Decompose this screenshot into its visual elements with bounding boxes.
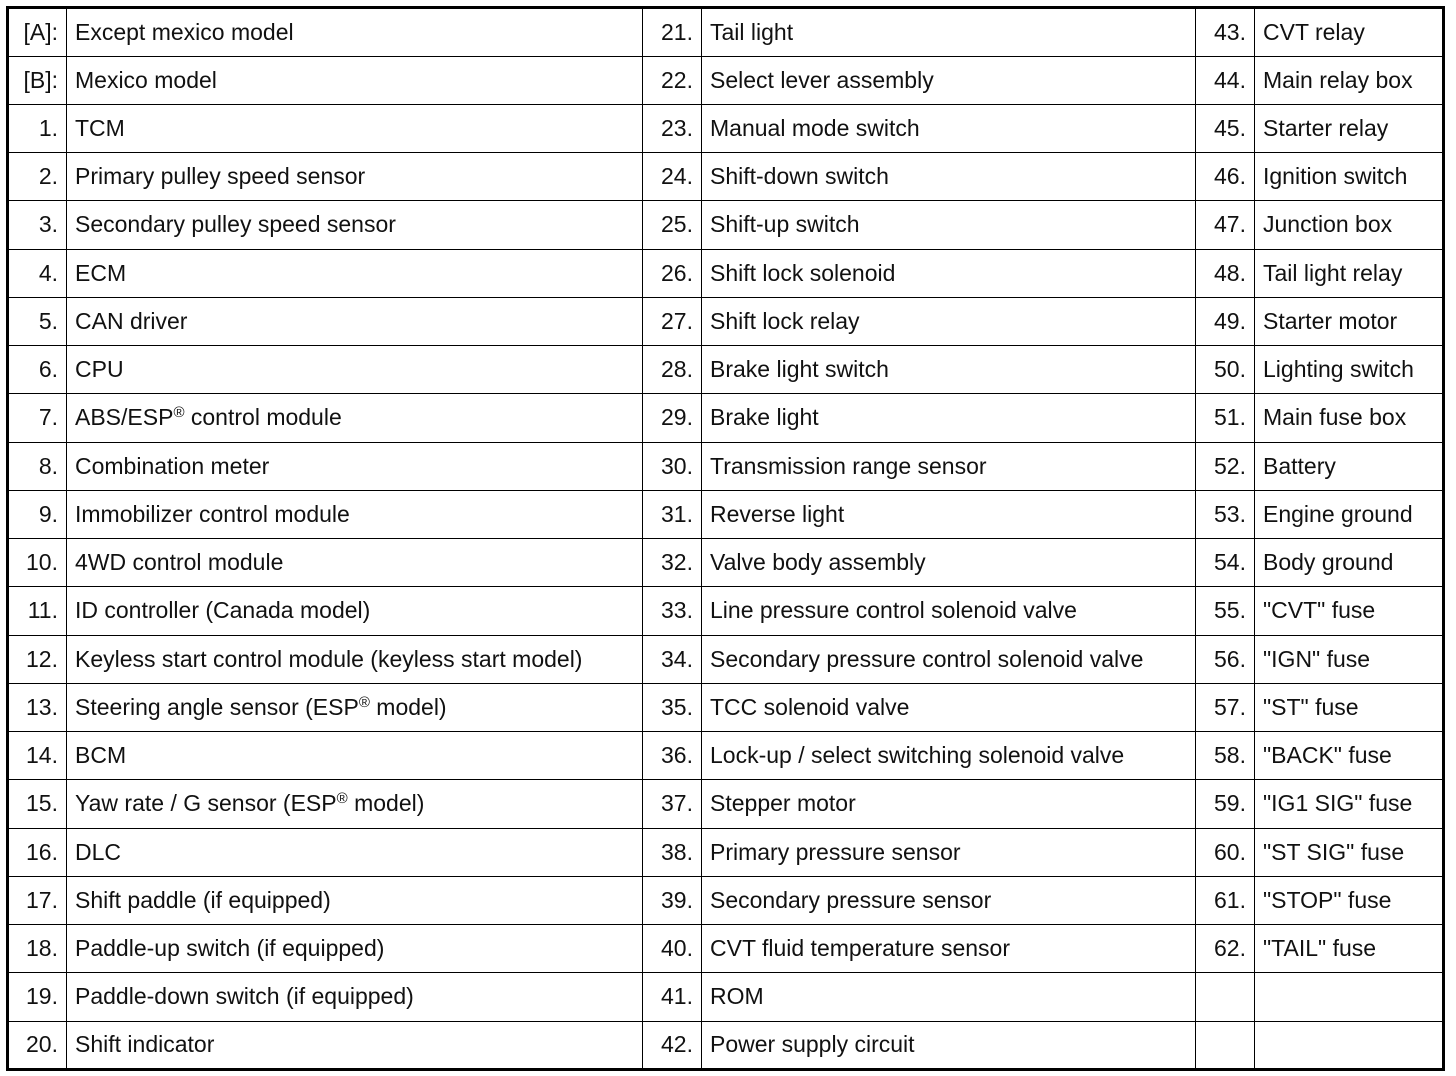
item-number: 6. <box>8 346 67 394</box>
item-description: Main fuse box <box>1255 394 1444 443</box>
item-number: 1. <box>8 104 67 153</box>
item-description: "TAIL" fuse <box>1255 925 1444 973</box>
item-number: 27. <box>643 297 702 346</box>
item-description: CVT relay <box>1255 8 1444 57</box>
item-description: Ignition switch <box>1255 153 1444 201</box>
item-number: 62. <box>1196 925 1255 973</box>
item-description: Junction box <box>1255 201 1444 250</box>
item-number: 46. <box>1196 153 1255 201</box>
item-number: 7. <box>8 394 67 443</box>
item-description: ID controller (Canada model) <box>67 587 643 636</box>
item-number: 19. <box>8 973 67 1022</box>
item-description: CPU <box>67 346 643 394</box>
item-description: Brake light <box>702 394 1196 443</box>
item-description: Tail light relay <box>1255 249 1444 297</box>
item-number <box>1196 1021 1255 1069</box>
table-row <box>8 490 1444 539</box>
item-description: Transmission range sensor <box>702 442 1196 490</box>
item-number: 44. <box>1196 56 1255 104</box>
item-description: "CVT" fuse <box>1255 587 1444 636</box>
item-number: 51. <box>1196 394 1255 443</box>
table-row <box>8 539 1444 587</box>
item-description: CVT fluid temperature sensor <box>702 925 1196 973</box>
table-row <box>8 249 1444 297</box>
item-number: 47. <box>1196 201 1255 250</box>
table-row <box>8 732 1444 780</box>
item-description: Keyless start control module (keyless start model) <box>67 635 643 683</box>
item-number: 60. <box>1196 828 1255 876</box>
item-number: 40. <box>643 925 702 973</box>
item-number: 17. <box>8 876 67 925</box>
item-description: Shift lock solenoid <box>702 249 1196 297</box>
item-number: 54. <box>1196 539 1255 587</box>
item-number: 61. <box>1196 876 1255 925</box>
item-number: 58. <box>1196 732 1255 780</box>
item-number: 34. <box>643 635 702 683</box>
table-row <box>8 394 1444 443</box>
item-number: 2. <box>8 153 67 201</box>
item-description: BCM <box>67 732 643 780</box>
item-number: 18. <box>8 925 67 973</box>
item-description: Immobilizer control module <box>67 490 643 539</box>
item-description: "IGN" fuse <box>1255 635 1444 683</box>
item-description-part: model) <box>369 693 447 720</box>
item-description: Shift indicator <box>67 1021 643 1069</box>
item-number: 49. <box>1196 297 1255 346</box>
item-description: Tail light <box>702 8 1196 57</box>
item-number: [B]: <box>8 56 67 104</box>
item-number: 42. <box>643 1021 702 1069</box>
item-number: 5. <box>8 297 67 346</box>
item-description: Stepper motor <box>702 780 1196 829</box>
item-number: 48. <box>1196 249 1255 297</box>
item-number: 14. <box>8 732 67 780</box>
item-number: 9. <box>8 490 67 539</box>
item-number: 35. <box>643 683 702 732</box>
item-number: 29. <box>643 394 702 443</box>
table-row <box>8 683 1444 732</box>
item-number: 43. <box>1196 8 1255 57</box>
item-number: 33. <box>643 587 702 636</box>
item-number: 55. <box>1196 587 1255 636</box>
item-description: Shift paddle (if equipped) <box>67 876 643 925</box>
item-description: Mexico model <box>67 56 643 104</box>
item-description: Starter motor <box>1255 297 1444 346</box>
table-row <box>8 8 1444 57</box>
table-row <box>8 973 1444 1022</box>
table-row <box>8 828 1444 876</box>
item-number: 21. <box>643 8 702 57</box>
item-description: Valve body assembly <box>702 539 1196 587</box>
table-row <box>8 56 1444 104</box>
item-number <box>1196 973 1255 1022</box>
item-number: 26. <box>643 249 702 297</box>
item-description: DLC <box>67 828 643 876</box>
item-description: "IG1 SIG" fuse <box>1255 780 1444 829</box>
table-row <box>8 297 1444 346</box>
item-description: "ST" fuse <box>1255 683 1444 732</box>
item-description: Secondary pulley speed sensor <box>67 201 643 250</box>
item-description: Secondary pressure sensor <box>702 876 1196 925</box>
item-number: 37. <box>643 780 702 829</box>
item-number: 13. <box>8 683 67 732</box>
item-number: 23. <box>643 104 702 153</box>
item-description: TCM <box>67 104 643 153</box>
item-number: [A]: <box>8 8 67 57</box>
table-row <box>8 635 1444 683</box>
item-description: Starter relay <box>1255 104 1444 153</box>
item-number: 41. <box>643 973 702 1022</box>
item-description: Secondary pressure control solenoid valve <box>702 635 1196 683</box>
item-description: Primary pressure sensor <box>702 828 1196 876</box>
item-number: 24. <box>643 153 702 201</box>
item-number: 36. <box>643 732 702 780</box>
item-description: CAN driver <box>67 297 643 346</box>
item-description: Brake light switch <box>702 346 1196 394</box>
item-description: Shift-up switch <box>702 201 1196 250</box>
table-row <box>8 201 1444 250</box>
item-description: Battery <box>1255 442 1444 490</box>
item-number: 38. <box>643 828 702 876</box>
item-number: 52. <box>1196 442 1255 490</box>
item-number: 56. <box>1196 635 1255 683</box>
item-description: Manual mode switch <box>702 104 1196 153</box>
item-description <box>67 780 643 829</box>
item-number: 28. <box>643 346 702 394</box>
registered-mark: ® <box>173 404 185 422</box>
item-description: Lighting switch <box>1255 346 1444 394</box>
item-number: 8. <box>8 442 67 490</box>
item-description-part: ABS/ESP <box>75 404 174 431</box>
item-number: 50. <box>1196 346 1255 394</box>
item-description: Except mexico model <box>67 8 643 57</box>
item-number: 53. <box>1196 490 1255 539</box>
item-description: Paddle-down switch (if equipped) <box>67 973 643 1022</box>
table-row <box>8 587 1444 636</box>
item-number: 25. <box>643 201 702 250</box>
item-description: Combination meter <box>67 442 643 490</box>
item-description-part: control module <box>184 404 342 431</box>
item-description: Engine ground <box>1255 490 1444 539</box>
item-description: "ST SIG" fuse <box>1255 828 1444 876</box>
item-number: 3. <box>8 201 67 250</box>
item-description <box>67 394 643 443</box>
table-row <box>8 876 1444 925</box>
component-legend-table <box>6 6 1445 1071</box>
item-description: Select lever assembly <box>702 56 1196 104</box>
item-description: Main relay box <box>1255 56 1444 104</box>
item-description: Power supply circuit <box>702 1021 1196 1069</box>
item-description-part: model) <box>347 790 425 817</box>
item-description: Lock-up / select switching solenoid valve <box>702 732 1196 780</box>
item-number: 39. <box>643 876 702 925</box>
item-description <box>1255 973 1444 1022</box>
item-number: 31. <box>643 490 702 539</box>
table-row <box>8 104 1444 153</box>
item-number: 11. <box>8 587 67 636</box>
table-row <box>8 780 1444 829</box>
item-number: 20. <box>8 1021 67 1069</box>
item-description: Reverse light <box>702 490 1196 539</box>
table-row <box>8 1021 1444 1069</box>
item-number: 57. <box>1196 683 1255 732</box>
item-number: 32. <box>643 539 702 587</box>
item-number: 22. <box>643 56 702 104</box>
item-number: 45. <box>1196 104 1255 153</box>
item-description: TCC solenoid valve <box>702 683 1196 732</box>
item-description: Primary pulley speed sensor <box>67 153 643 201</box>
table-row <box>8 153 1444 201</box>
table-row <box>8 442 1444 490</box>
item-description: "BACK" fuse <box>1255 732 1444 780</box>
item-number: 10. <box>8 539 67 587</box>
registered-mark: ® <box>336 790 348 808</box>
item-number: 12. <box>8 635 67 683</box>
item-description: Paddle-up switch (if equipped) <box>67 925 643 973</box>
item-description-part: Yaw rate / G sensor (ESP <box>75 790 337 817</box>
item-description: Shift lock relay <box>702 297 1196 346</box>
registered-mark: ® <box>358 693 370 711</box>
item-number: 59. <box>1196 780 1255 829</box>
item-description: Shift-down switch <box>702 153 1196 201</box>
item-description: 4WD control module <box>67 539 643 587</box>
item-description: ECM <box>67 249 643 297</box>
table-row <box>8 925 1444 973</box>
table-row <box>8 346 1444 394</box>
item-number: 16. <box>8 828 67 876</box>
item-description: Body ground <box>1255 539 1444 587</box>
item-description <box>1255 1021 1444 1069</box>
item-number: 30. <box>643 442 702 490</box>
item-number: 4. <box>8 249 67 297</box>
legend-body <box>8 8 1444 1070</box>
item-description: "STOP" fuse <box>1255 876 1444 925</box>
item-description-part: Steering angle sensor (ESP <box>75 693 359 720</box>
item-number: 15. <box>8 780 67 829</box>
item-description: Line pressure control solenoid valve <box>702 587 1196 636</box>
item-description: ROM <box>702 973 1196 1022</box>
item-description <box>67 683 643 732</box>
